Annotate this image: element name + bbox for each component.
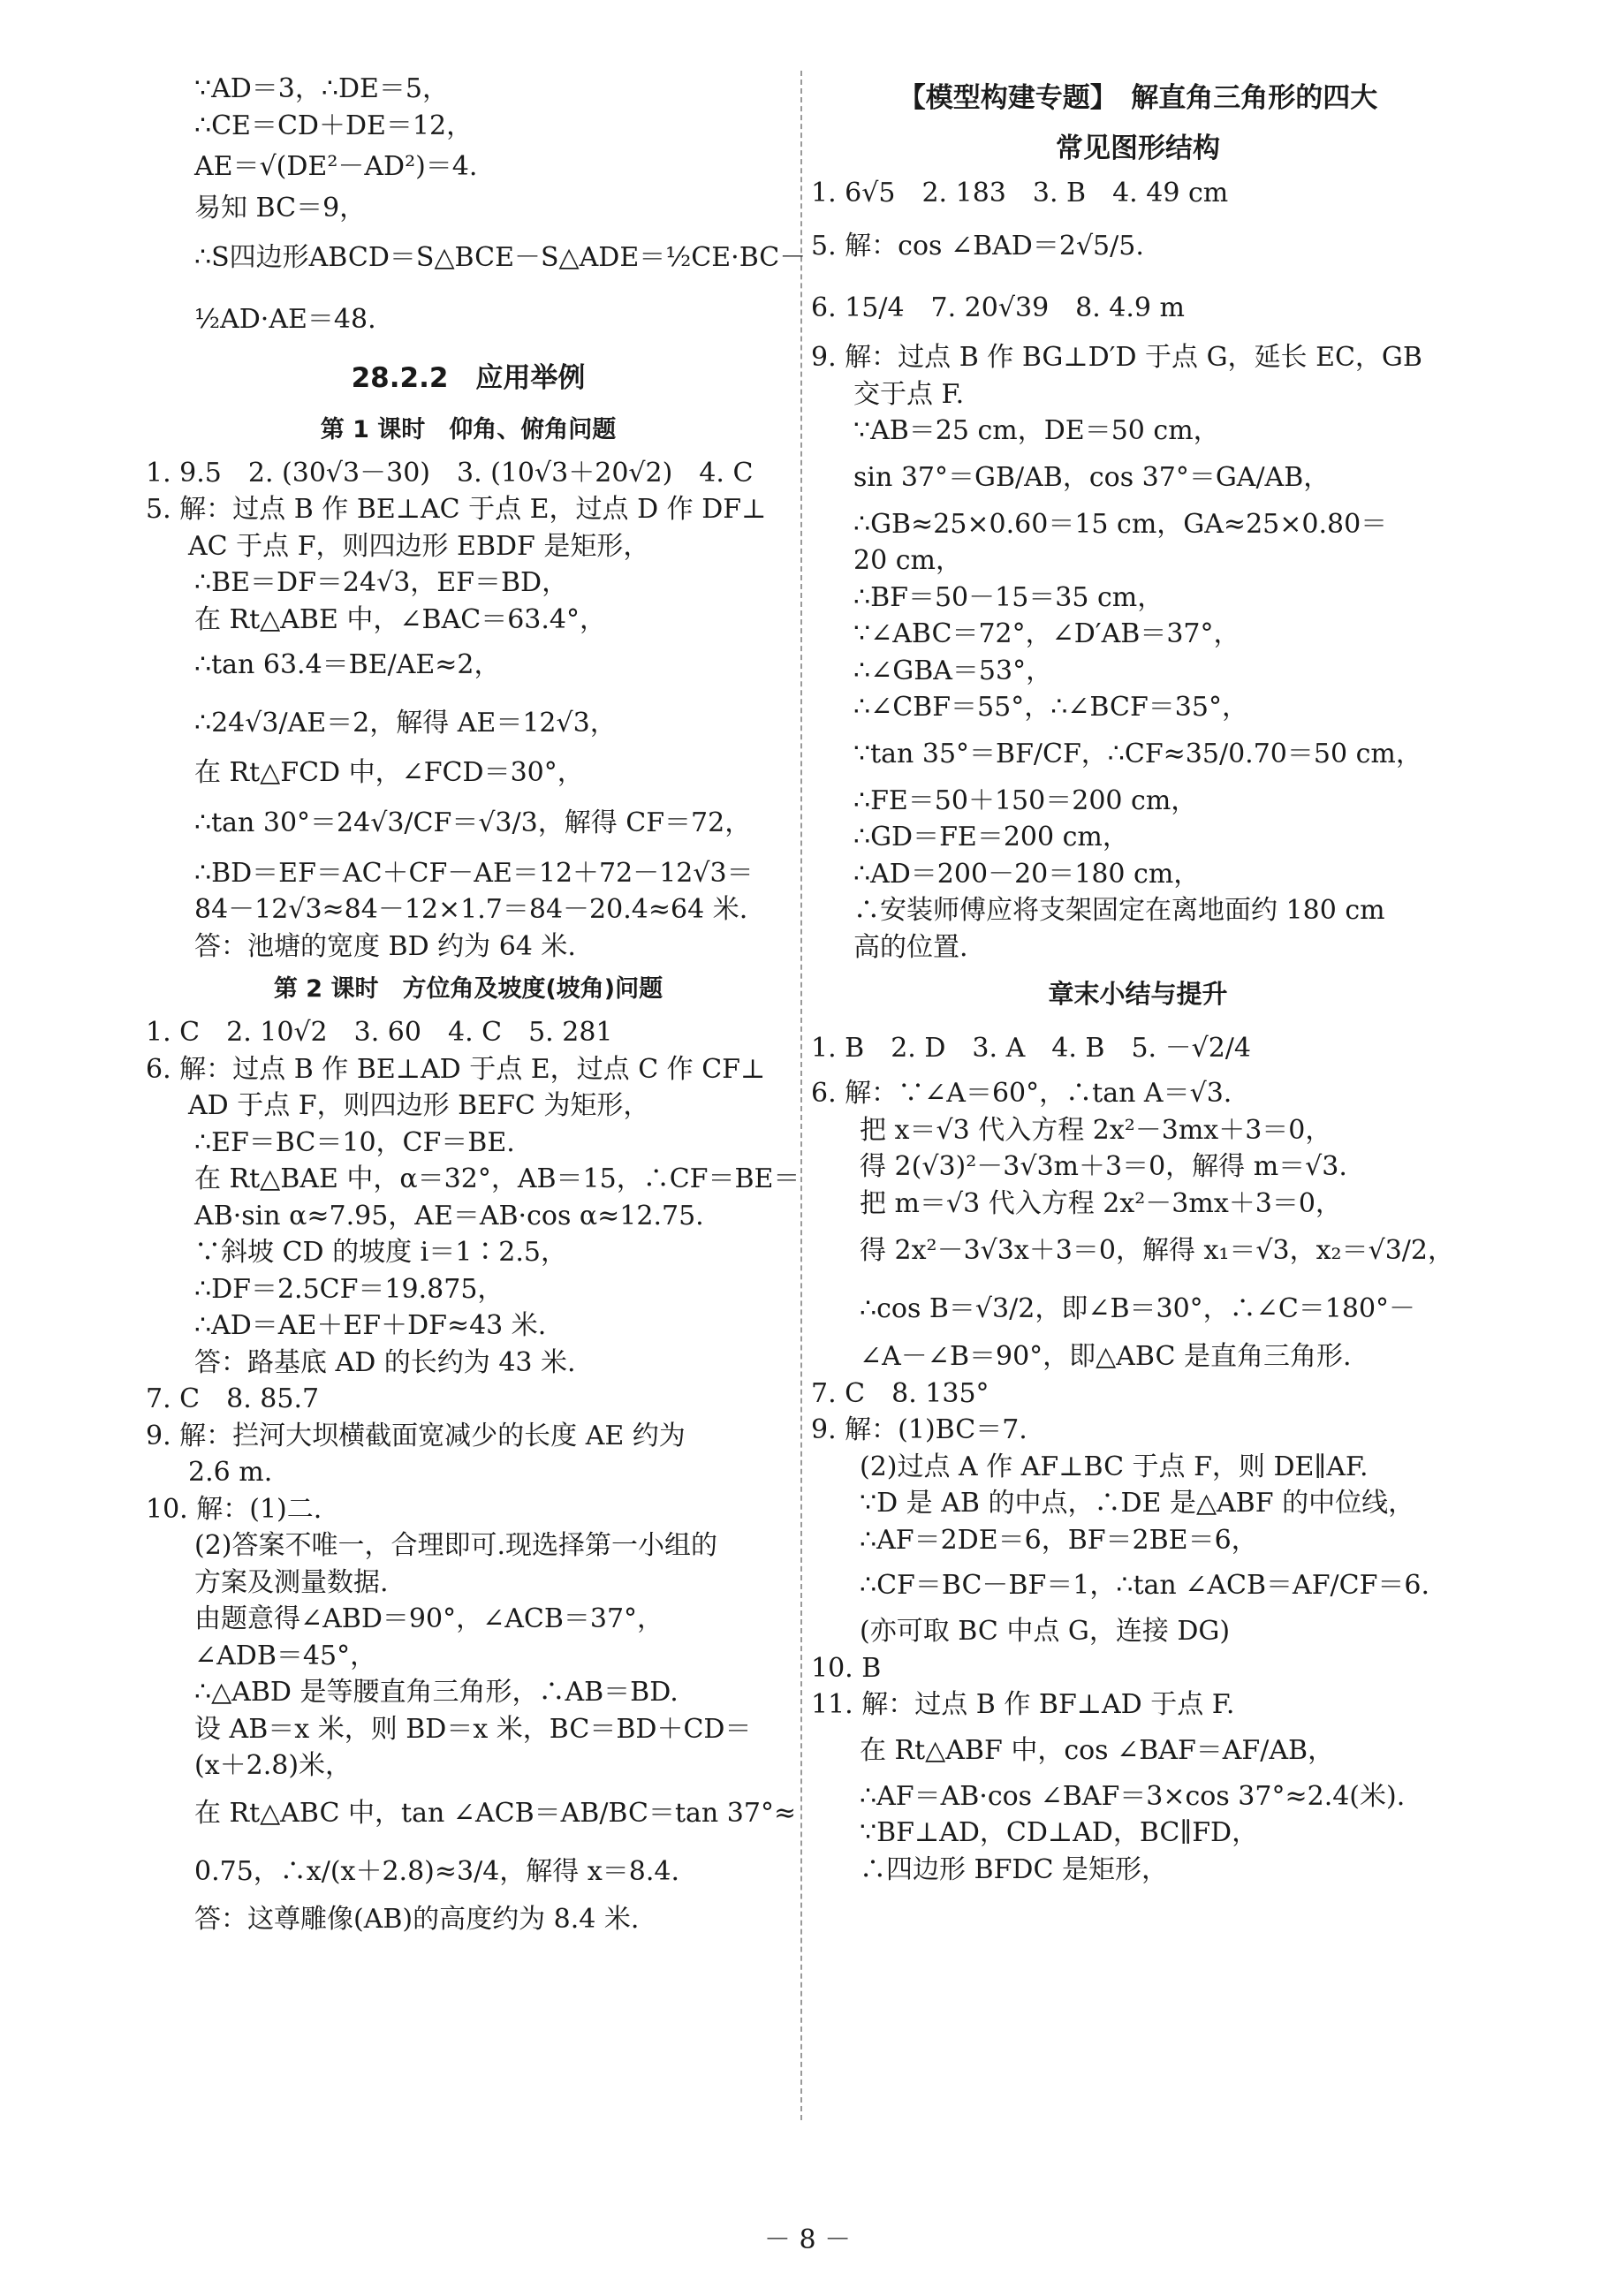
solution-line: 在 Rt△ABC 中，tan ∠ACB＝AB/BC＝tan 37°≈ xyxy=(194,1797,797,1829)
solution-line: 9. 解：过点 B 作 BG⊥D′D 于点 G，延长 EC，GB xyxy=(811,342,1422,373)
solution-line: 方案及测量数据. xyxy=(194,1566,389,1598)
column-divider xyxy=(800,71,802,2120)
right-column xyxy=(811,71,1465,1888)
solution-line: sin 37°＝GB/AB，cos 37°＝GA/AB， xyxy=(853,461,1331,493)
solution-line: ∵D 是 AB 的中点，∴DE 是△ABF 的中位线， xyxy=(860,1488,1415,1519)
solution-line: (亦可取 BC 中点 G，连接 DG) xyxy=(860,1616,1231,1647)
solution-line: 84－12√3≈84－12×1.7＝84－20.4≈64 米. xyxy=(194,894,748,925)
solution-line: ∴FE＝50＋150＝200 cm， xyxy=(853,784,1198,816)
solution-line: ∵tan 35°＝BF/CF，∴CF≈35/0.70＝50 cm， xyxy=(853,738,1422,769)
left-column xyxy=(146,71,807,1937)
solution-line: (2)答案不唯一，合理即可.现选择第一小组的 xyxy=(194,1530,718,1561)
solution-line: 得 2(√3)²－3√3m＋3＝0，解得 m＝√3. xyxy=(860,1151,1347,1182)
solution-line: ∵BF⊥AD，CD⊥AD，BC∥FD， xyxy=(860,1817,1259,1848)
section-title: 【模型构建专题】 解直角三角形的四大 xyxy=(898,82,1378,114)
answer-line: 6. 15/4 7. 20√39 8. 4.9 m xyxy=(811,292,1186,323)
solution-line: ∠ADB＝45°， xyxy=(194,1640,377,1671)
text-line: ∴S四边形ABCD＝S△BCE－S△ADE＝½CE·BC－ xyxy=(194,241,807,273)
solution-line: ∴cos B＝√3/2，即∠B＝30°，∴∠C＝180°－ xyxy=(860,1293,1416,1324)
text-line: ∵AD＝3，∴DE＝5， xyxy=(194,73,450,104)
solution-line: ∴四边形 BFDC 是矩形， xyxy=(860,1853,1168,1885)
answer-line: 7. C 8. 85.7 xyxy=(146,1383,320,1414)
solution-line: ∴EF＝BC＝10，CF＝BE. xyxy=(194,1126,515,1158)
solution-line: 20 cm， xyxy=(853,545,962,576)
solution-line: ∴AD＝200－20＝180 cm， xyxy=(853,858,1201,890)
solution-line: 9. 解：(1)BC＝7. xyxy=(811,1414,1027,1445)
solution-line: ∠A－∠B＝90°，即△ABC 是直角三角形. xyxy=(860,1341,1352,1372)
solution-line: ∴tan 63.4＝BE/AE≈2， xyxy=(194,649,501,680)
solution-line: 把 m＝√3 代入方程 2x²－3mx＋3＝0， xyxy=(860,1187,1342,1219)
solution-line: ∴∠GBA＝53°， xyxy=(853,655,1053,686)
solution-line: ∴AD＝AE＋EF＋DF≈43 米. xyxy=(194,1310,547,1341)
page-number: － 8 － xyxy=(763,2224,852,2255)
solution-line: 5. 解：cos ∠BAD＝2√5/5. xyxy=(811,231,1144,261)
section-title: 28.2.2 应用举例 xyxy=(351,361,586,394)
solution-line: 在 Rt△ABF 中，cos ∠BAF＝AF/AB， xyxy=(860,1734,1335,1766)
solution-line: 交于点 F. xyxy=(853,378,965,410)
solution-line: 9. 解：拦河大坝横截面宽减少的长度 AE 约为 xyxy=(146,1420,686,1451)
solution-line: 5. 解：过点 B 作 BE⊥AC 于点 E，过点 D 作 DF⊥ xyxy=(146,494,767,525)
answer-line: 10. B xyxy=(811,1652,882,1684)
solution-line: 11. 解：过点 B 作 BF⊥AD 于点 F. xyxy=(811,1689,1235,1720)
solution-line: 答：池塘的宽度 BD 约为 64 米. xyxy=(194,930,576,962)
solution-line: 设 AB＝x 米，则 BD＝x 米，BC＝BD＋CD＝ xyxy=(194,1713,752,1745)
solution-line: ∴安装师傅应将支架固定在离地面约 180 cm xyxy=(853,895,1385,926)
solution-line: 6. 解：过点 B 作 BE⊥AD 于点 E，过点 C 作 CF⊥ xyxy=(146,1053,766,1085)
section-title: 章末小结与提升 xyxy=(1048,979,1228,1009)
solution-line: ∴∠CBF＝55°，∴∠BCF＝35°， xyxy=(853,692,1248,723)
section-title: 常见图形结构 xyxy=(1056,133,1220,164)
solution-line: ∴GB≈25×0.60＝15 cm，GA≈25×0.80＝ xyxy=(853,508,1388,540)
solution-line: ∵∠ABC＝72°，∠D′AB＝37°， xyxy=(853,618,1240,649)
solution-line: 10. 解：(1)二. xyxy=(146,1493,322,1525)
solution-line: ∴24√3/AE＝2，解得 AE＝12√3， xyxy=(194,708,617,739)
solution-line: 0.75，∴x/(x＋2.8)≈3/4，解得 x＝8.4. xyxy=(194,1855,679,1887)
solution-line: ∵AB＝25 cm，DE＝50 cm， xyxy=(853,415,1220,446)
solution-line: ∴tan 30°＝24√3/CF＝√3/3，解得 CF＝72， xyxy=(194,807,752,838)
text-line: ∴CE＝CD＋DE＝12， xyxy=(194,110,474,141)
solution-line: AB·sin α≈7.95，AE＝AB·cos α≈12.75. xyxy=(194,1200,704,1231)
solution-line: 由题意得∠ABD＝90°，∠ACB＝37°， xyxy=(194,1603,664,1634)
solution-line: ∴DF＝2.5CF＝19.875， xyxy=(194,1273,504,1305)
solution-line: ∴GD＝FE＝200 cm， xyxy=(853,822,1129,852)
solution-line: AD 于点 F，则四边形 BEFC 为矩形， xyxy=(188,1090,650,1121)
solution-line: ∴AF＝2DE＝6，BF＝2BE＝6， xyxy=(860,1524,1258,1556)
solution-line: 把 x＝√3 代入方程 2x²－3mx＋3＝0， xyxy=(860,1114,1332,1146)
solution-line: ∴BF＝50－15＝35 cm， xyxy=(853,581,1164,613)
solution-line: ∴BD＝EF＝AC＋CF－AE＝12＋72－12√3＝ xyxy=(194,857,754,889)
answer-line: 7. C 8. 135° xyxy=(811,1377,989,1409)
solution-line: (x＋2.8)米， xyxy=(194,1750,353,1781)
solution-line: ∴BE＝DF＝24√3，EF＝BD， xyxy=(194,567,569,598)
solution-line: ∴CF＝BC－BF＝1，∴tan ∠ACB＝AF/CF＝6. xyxy=(860,1570,1430,1601)
solution-line: 答：这尊雕像(AB)的高度约为 8.4 米. xyxy=(194,1903,640,1935)
solution-line: 6. 解：∵∠A＝60°，∴tan A＝√3. xyxy=(811,1078,1232,1109)
subsection-title: 第 2 课时 方位角及坡度(坡角)问题 xyxy=(273,975,663,1003)
solution-line: ∴△ABD 是等腰直角三角形，∴AB＝BD. xyxy=(194,1677,679,1708)
solution-line: ∵斜坡 CD 的坡度 i＝1∶2.5， xyxy=(194,1237,568,1268)
solution-line: 在 Rt△BAE 中，α＝32°，AB＝15，∴CF＝BE＝ xyxy=(194,1163,800,1194)
solution-line: ∴AF＝AB·cos ∠BAF＝3×cos 37°≈2.4(米). xyxy=(860,1780,1406,1812)
text-line: AE＝√(DE²－AD²)＝4. xyxy=(194,151,478,182)
solution-line: 答：路基底 AD 的长约为 43 米. xyxy=(194,1346,576,1378)
solution-line: AC 于点 F，则四边形 EBDF 是矩形， xyxy=(188,530,650,562)
solution-line: 得 2x²－3√3x＋3＝0，解得 x₁＝√3，x₂＝√3/2， xyxy=(860,1235,1454,1266)
solution-line: 高的位置. xyxy=(853,931,968,963)
answer-line: 1. C 2. 10√2 3. 60 4. C 5. 281 xyxy=(146,1017,613,1048)
solution-line: 2.6 m. xyxy=(188,1457,273,1488)
answer-line: 1. B 2. D 3. A 4. B 5. －√2/4 xyxy=(811,1033,1252,1064)
solution-line: 在 Rt△FCD 中，∠FCD＝30°， xyxy=(194,757,584,788)
text-line: ½AD·AE＝48. xyxy=(194,303,376,335)
solution-line: (2)过点 A 作 AF⊥BC 于点 F，则 DE∥AF. xyxy=(860,1451,1369,1482)
subsection-title: 第 1 课时 仰角、俯角问题 xyxy=(320,415,617,443)
text-line: 易知 BC＝9， xyxy=(194,193,367,224)
answer-line: 1. 9.5 2. (30√3－30) 3. (10√3＋20√2) 4. C xyxy=(146,457,754,489)
answer-line: 1. 6√5 2. 183 3. B 4. 49 cm xyxy=(811,178,1229,208)
solution-line: 在 Rt△ABE 中，∠BAC＝63.4°， xyxy=(194,603,606,635)
